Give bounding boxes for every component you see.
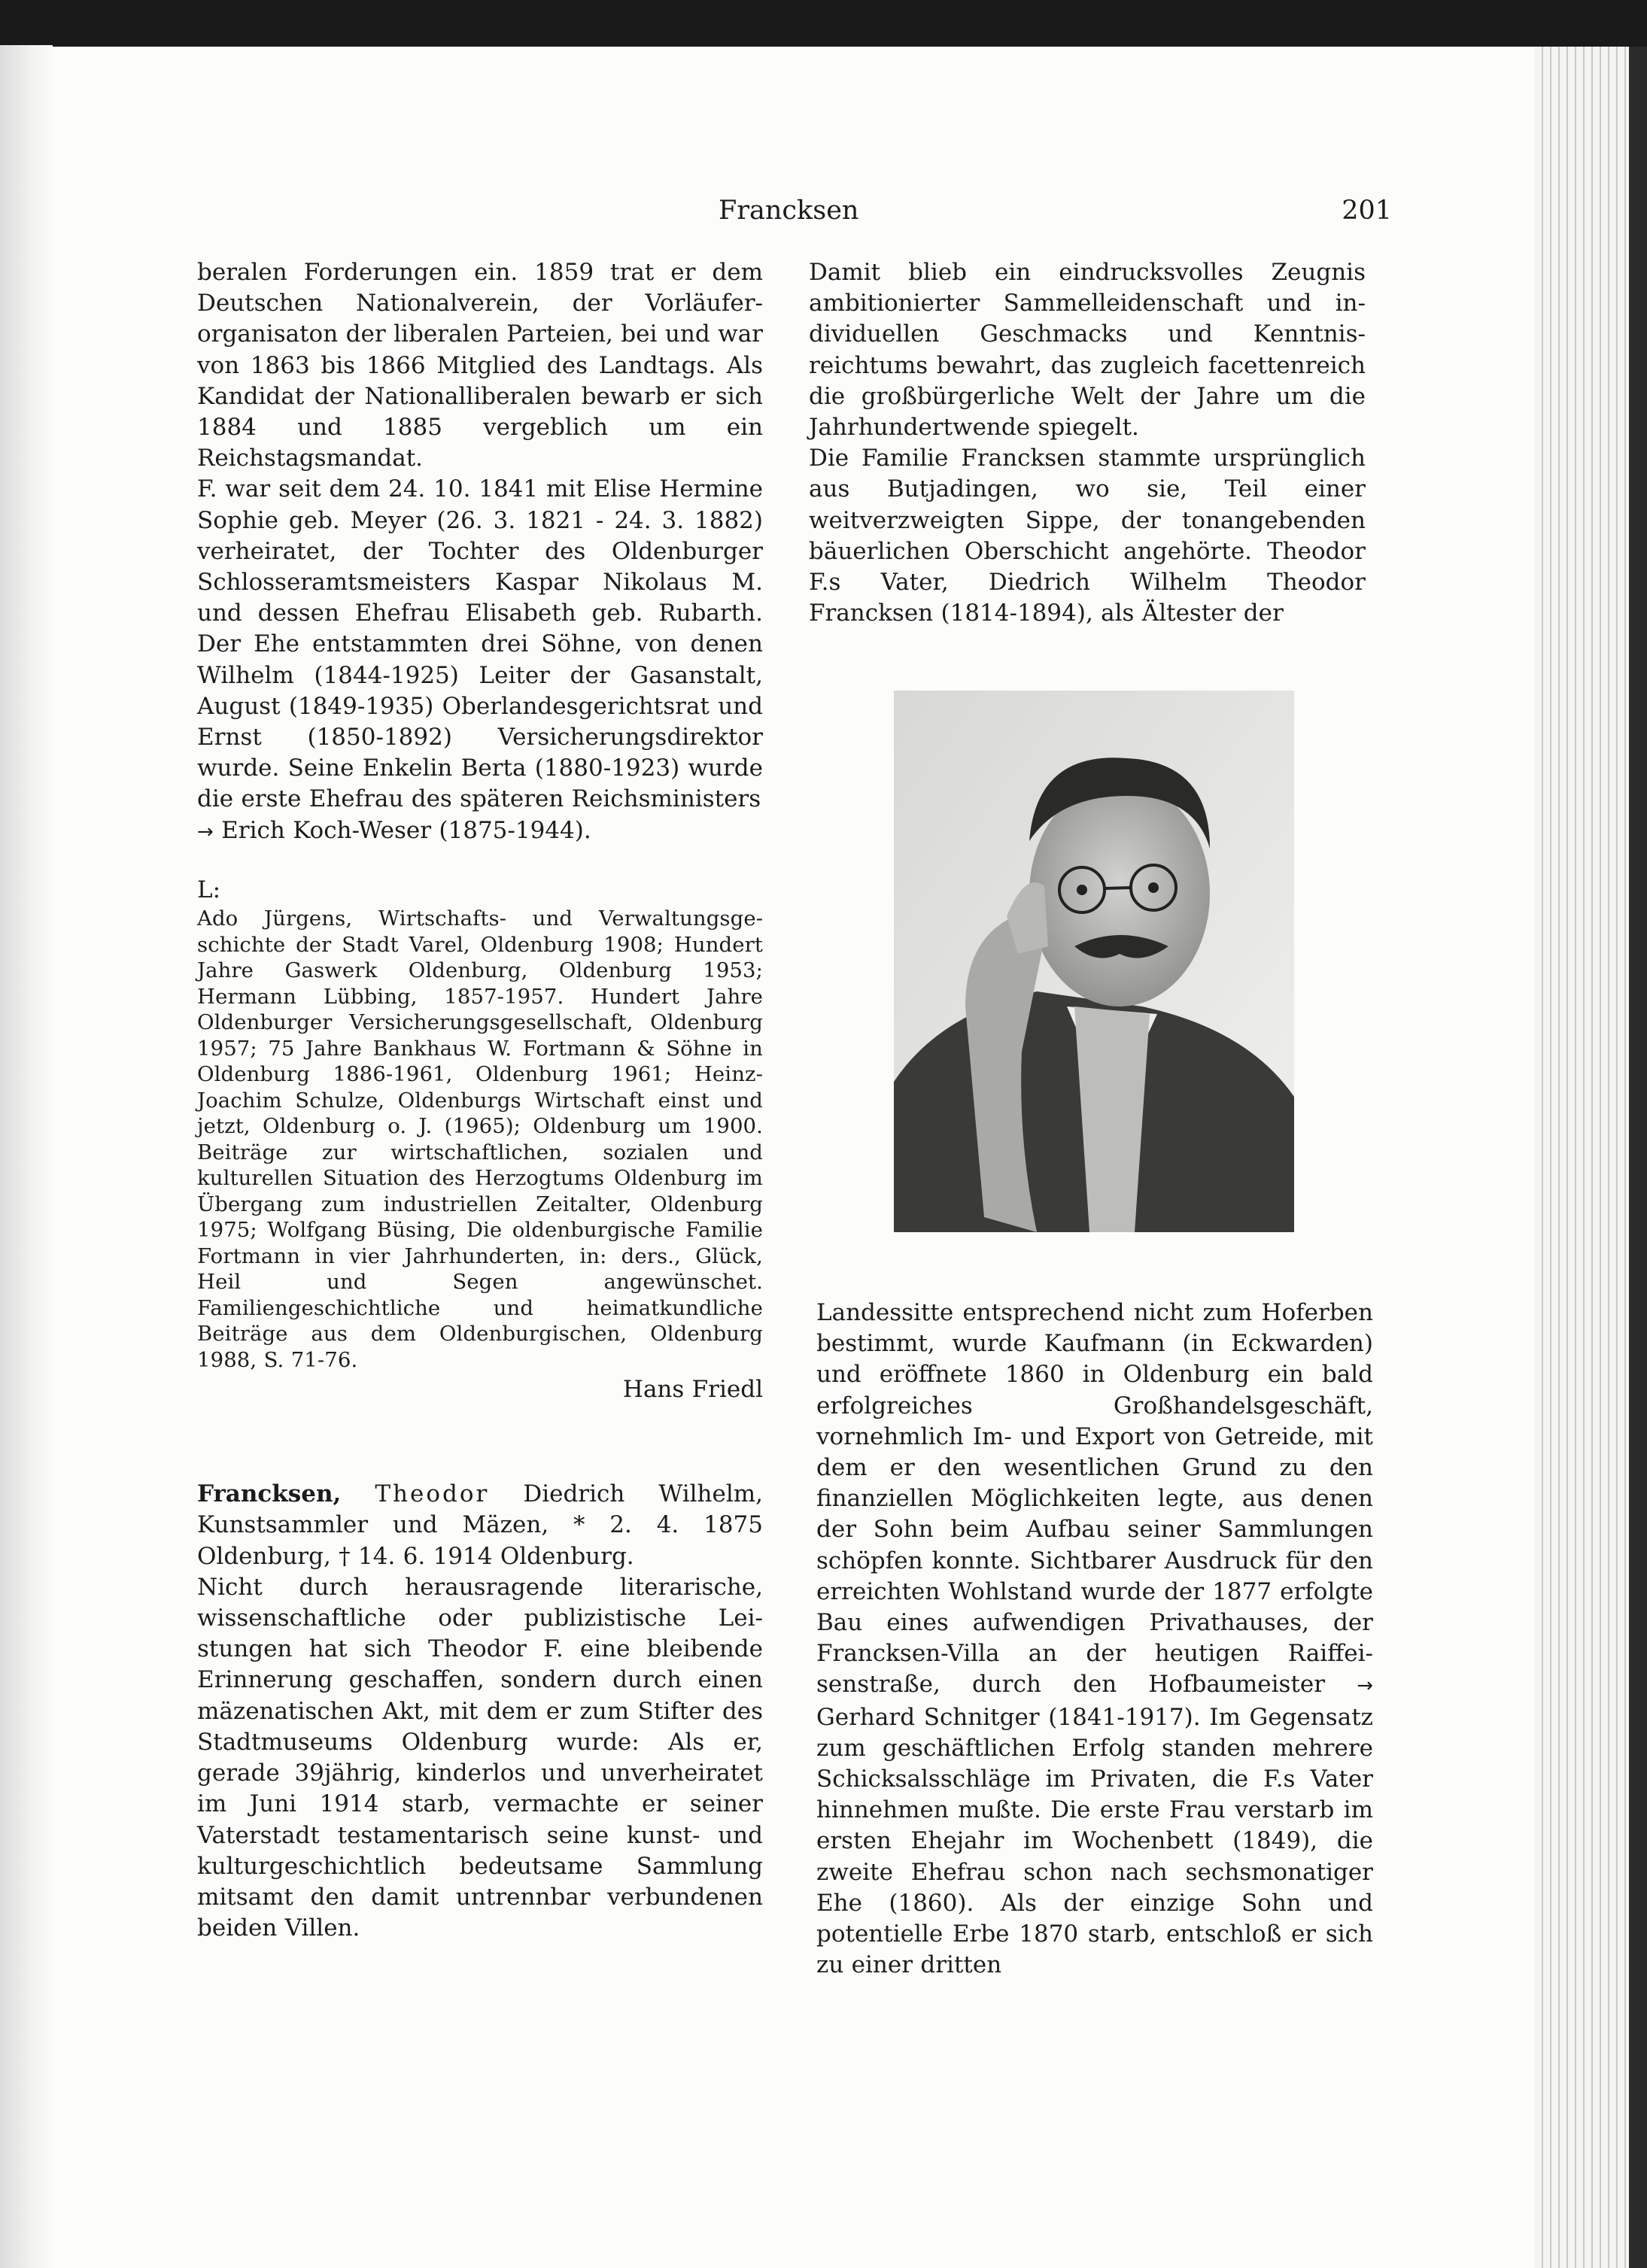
book-gutter [0, 45, 53, 2268]
book-cover-edge [1629, 47, 1647, 2268]
paragraph: Die Familie Francksen stammte ursprünglich aus Butjadingen, wo sie, Teil einer weitverzweigten Sippe, der tonangebenden bäuerlichen Oberschicht angehörte. Theodor F.s Vater, Diedrich Wilhelm Theodor Francksen (1814-1894), als Ältester der [809, 445, 1366, 627]
paragraph-part: Landessitte entsprechend nicht zum Hoferben bestimmt, wurde Kaufmann (in Eckwarden) und eröffnete 1860 in Oldenburg ein bald erfolgreiches Großhandelsgeschäft, vornehmlich Im- und Export von Getreide, mit dem er den wesentlichen Grund zu den finanziellen Möglichkeiten legte, aus denen der Sohn beim Aufbau seiner Sammlungen schöpfen konnte. Sichtbarer Ausdruck für den erreichten Wohlstand wurde der 1877 erfolgte Bau eines aufwendigen Privathauses, der Francksen-Villa an der heutigen Raiffeisenstraße, durch den Hofbaumeister [816, 1299, 1373, 1699]
literature-list: Ado Jürgens, Wirtschafts- und Verwaltungsgeschichte der Stadt Varel, Oldenburg 1908; Hundert Jahre Gaswerk Oldenburg, Oldenburg 1953; Hermann Lübbing, 1857-1957. Hundert Jahre Oldenburger Versicherungsgesellschaft, Oldenburg 1957; 75 Jahre Bankhaus W. Fortmann & Söhne in Oldenburg 1886-1961, Oldenburg 1961; Heinz-Joachim Schulze, Oldenburgs Wirtschaft einst und jetzt, Oldenburg o. J. (1965); Oldenburg um 1900. Beiträge zur wirtschaftlichen, sozialen und kulturellen Situation des Herzogtums Oldenburg im Übergang zum industriellen Zeitalter, Oldenburg 1975; Wolfgang Büsing, Die oldenburgische Familie Fortmann in vier Jahrhunderten, in: ders., Glück, Heil und Segen angewünschet. Familiengeschichtliche und heimatkundliche Beiträge aus dem Oldenburgischen, Oldenburg 1988, S. 71-76. [197, 906, 763, 1372]
xref-text: Erich Koch-Weser (1875-1944). [221, 816, 591, 844]
page-stack-edge [1535, 47, 1629, 2268]
portrait-illustration [894, 691, 1294, 1232]
xref-arrow-icon: → [197, 820, 214, 843]
paragraph: F. war seit dem 24. 10. 1841 mit Elise Hermine Sophie geb. Meyer (26. 3. 1821 - 24. 3. 1882) verheiratet, der Tochter des Oldenburger Schlosseramtsmeisters Kaspar Nikolaus M. und dessen Ehefrau Elisabeth geb. Rubarth. Der Ehe entstammten drei Söhne, von denen Wilhelm (1844-1925) Leiter der Gasanstalt, August (1849-1935) Oberlandesgerichtsrat und Ernst (1850-1892) Versicherungsdirektor wurde. Seine Enkelin Berta (1880-1923) wurde die erste Ehefrau des späteren Reichsministers [197, 475, 763, 813]
right-column-top [809, 257, 1366, 629]
entry-name: Francksen, [197, 1480, 342, 1508]
right-column-bottom [816, 1298, 1373, 1981]
paragraph-part: Gerhard Schnitger (1841-1917). Im Gegensatz zum geschäftlichen Erfolg standen mehrere Schicksalsschläge im Privaten, die F.s Vater hinnehmen mußte. Die erste Frau verstarb im ersten Ehejahr im Wochenbett (1849), die zweite Ehefrau schon nach sechsmonatiger Ehe (1860). Als der einzige Sohn und potentielle Erbe 1870 starb, entschloß er sich zu einer dritten [816, 1703, 1373, 1979]
paragraph [816, 1298, 1373, 1981]
entry-heading-rest: Diedrich Wilhelm, Kunstsammler und Mäzen, * 2. 4. 1875 Oldenburg, † 14. 6. 1914 Oldenburg. [197, 1480, 764, 1570]
paragraph-xref [197, 815, 763, 848]
page-number: 201 [1342, 196, 1392, 226]
left-column [197, 257, 763, 1944]
literature-label: L: [197, 876, 221, 903]
paragraph: beralen Forderungen ein. 1859 trat er dem Deutschen Nationalverein, der Vorläuferorganisaton der liberalen Parteien, bei und war von 1863 bis 1866 Mitglied des Landtags. Als Kandidat der Nationalliberalen bewarb er sich 1884 und 1885 vergeblich um ein Reichstagsmandat. [197, 259, 763, 472]
entry-body: Nicht durch herausragende literarische, wissenschaftliche oder publizistische Leistungen hat sich Theodor F. eine bleibende Erinnerung geschaffen, sondern durch einen mäzenatischen Akt, mit dem er zum Stifter des Stadtmuseums Oldenburg wurde: Als er, gerade 39jährig, kinderlos und unverheiratet im Juni 1914 starb, vermachte er seiner Vaterstadt testamentarisch seine kunst- und kulturgeschichtlich bedeutsame Sammlung mitsamt den damit untrennbar verbundenen beiden Villen. [197, 1573, 763, 1942]
entry-heading [197, 1479, 763, 1572]
author-signature: Hans Friedl [622, 1376, 763, 1404]
running-head: Francksen [719, 196, 859, 226]
paragraph: Damit blieb ein eindrucksvolles Zeugnis ambitionierter Sammelleidenschaft und individuellen Geschmacks und Kenntnisreichtums bewahrt, das zugleich facettenreich die großbürgerliche Welt der Jahre um die Jahrhundertwende spiegelt. [809, 259, 1366, 442]
portrait-photo-icon [894, 691, 1294, 1232]
entry-given-names: Theodor [375, 1480, 490, 1508]
xref-arrow-icon: → [1357, 1674, 1373, 1698]
